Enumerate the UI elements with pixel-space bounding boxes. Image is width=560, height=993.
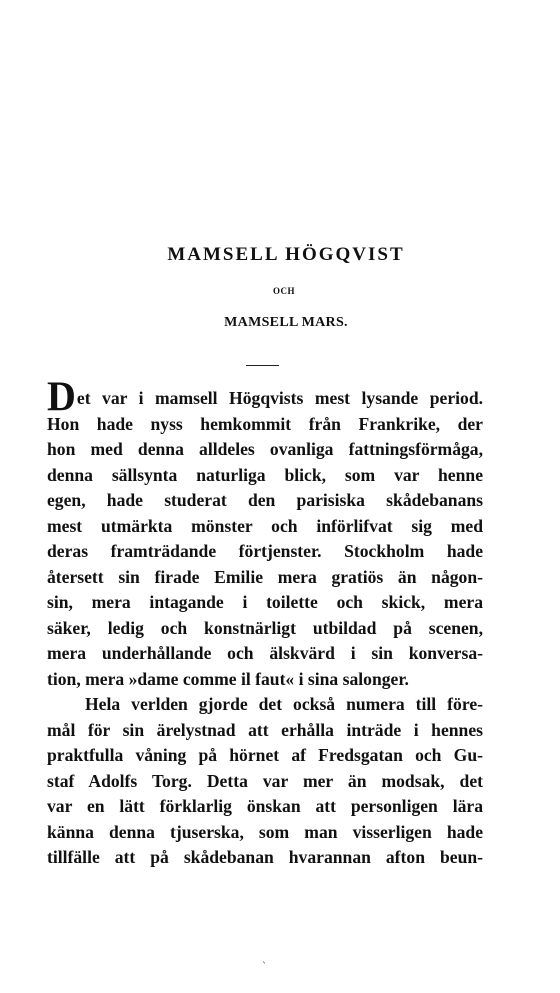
body-text xyxy=(47,372,483,871)
text-line-content: et var i mamsell Högqvists mest lysande period. xyxy=(76,388,483,408)
text-line: deras framträdande förtjenster. Stockholm hade xyxy=(47,541,483,561)
text-line: denna sällsynta naturliga blick, som var henne xyxy=(47,464,483,485)
text-line: tion, mera »dame comme il faut« i sina salonger. xyxy=(47,668,409,689)
text-line: känna denna tjuserska, som man visserligen hade xyxy=(47,821,483,842)
text-line: återsett sin firade Emilie mera gratiös än någon- xyxy=(47,566,483,587)
chapter-subtitle: MAMSELL MARS. xyxy=(224,315,348,330)
text-line xyxy=(47,372,483,421)
text-line: mera underhållande och älskvärd i sin konversa- xyxy=(47,643,483,663)
text-line: mest utmärkta mönster och införlifvat sig med xyxy=(47,515,483,536)
text-line: egen, hade studerat den parisiska skådebanans xyxy=(47,490,483,510)
drop-cap: D xyxy=(47,372,76,421)
text-line: hon med denna alldeles ovanliga fattningsförmåga, xyxy=(47,439,483,459)
text-line: säker, ledig och konstnärligt utbildad på scenen, xyxy=(47,617,483,638)
text-line: mål för sin ärelystnad att erhålla inträde i hennes xyxy=(47,719,483,740)
title-connector: OCH xyxy=(272,286,295,296)
text-line: Hon hade nyss hemkommit från Frankrike, der xyxy=(47,413,483,434)
text-line: staf Adolfs Torg. Detta var mer än modsak, det xyxy=(47,770,483,791)
text-line: var en lätt förklarlig önskan att personligen lära xyxy=(47,796,483,816)
text-line: praktfulla våning på hörnet af Fredsgatan och Gu- xyxy=(47,745,483,765)
page-mark: ` xyxy=(262,962,267,973)
chapter-title: MAMSELL HÖGQVIST xyxy=(167,244,405,265)
title-divider-rule xyxy=(246,365,279,366)
text-line: sin, mera intagande i toilette och skick, mera xyxy=(47,592,483,612)
text-line: Hela verlden gjorde det också numera till före- xyxy=(85,694,483,714)
text-line: tillfälle att på skådebanan hvarannan afton beun- xyxy=(47,847,483,867)
